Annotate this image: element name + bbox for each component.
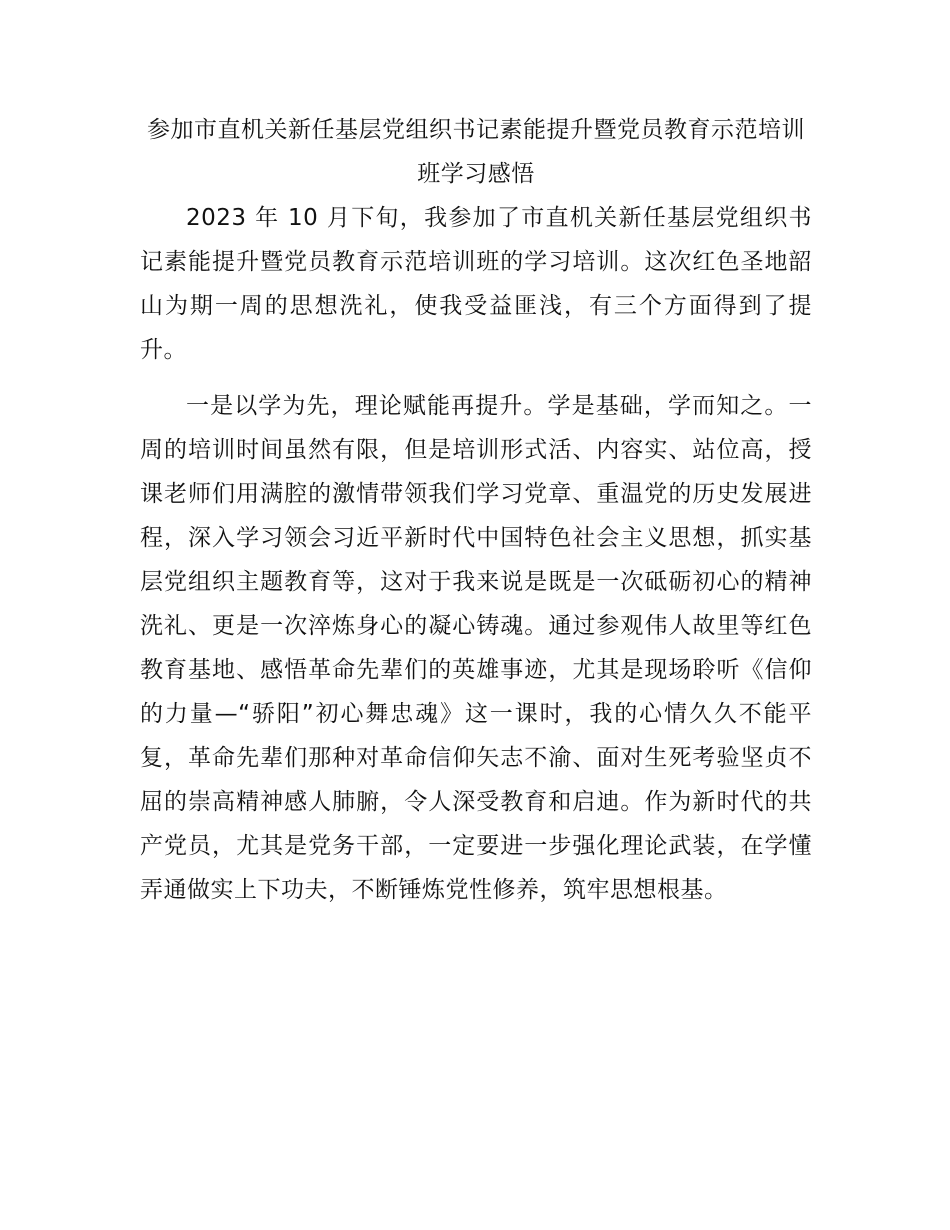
document-content bbox=[140, 108, 812, 912]
paragraph-intro: 2023 年 10 月下旬，我参加了市直机关新任基层党组织书记素能提升暨党员教育示范培训班的学习培训。这次红色圣地韶山为期一周的思想洗礼，使我受益匪浅，有三个方面得到了提升。 bbox=[140, 205, 812, 363]
paragraph-theory-study: 一是以学为先，理论赋能再提升。学是基础，学而知之。一周的培训时间虽然有限，但是培训形式活、内容实、站位高，授课老师们用满腔的激情带领我们学习党章、重温党的历史发展进程，深入学习领会习近平新时代中国特色社会主义思想，抓实基层党组织主题教育等，这对于我来说是既是一次砥砺初心的精神洗礼、更是一次淬炼身心的凝心铸魂。通过参观伟人故里等红色教育基地、感悟革命先辈们的英雄事迹，尤其是现场聆听《信仰的力量—“骄阳”初心舞忠魂》这一课时，我的心情久久不能平复，革命先辈们那种对革命信仰矢志不渝、面对生死考验坚贞不屈的崇高精神感人肺腑，令人深受教育和启迪。作为新时代的共产党员，尤其是党务干部，一定要进一步强化理论武装，在学懂弄通做实上下功夫，不断锤炼党性修养，筑牢思想根基。 bbox=[140, 393, 812, 903]
document-title: 参加市直机关新任基层党组织书记素能提升暨党员教育示范培训班学习感悟 bbox=[147, 117, 805, 187]
